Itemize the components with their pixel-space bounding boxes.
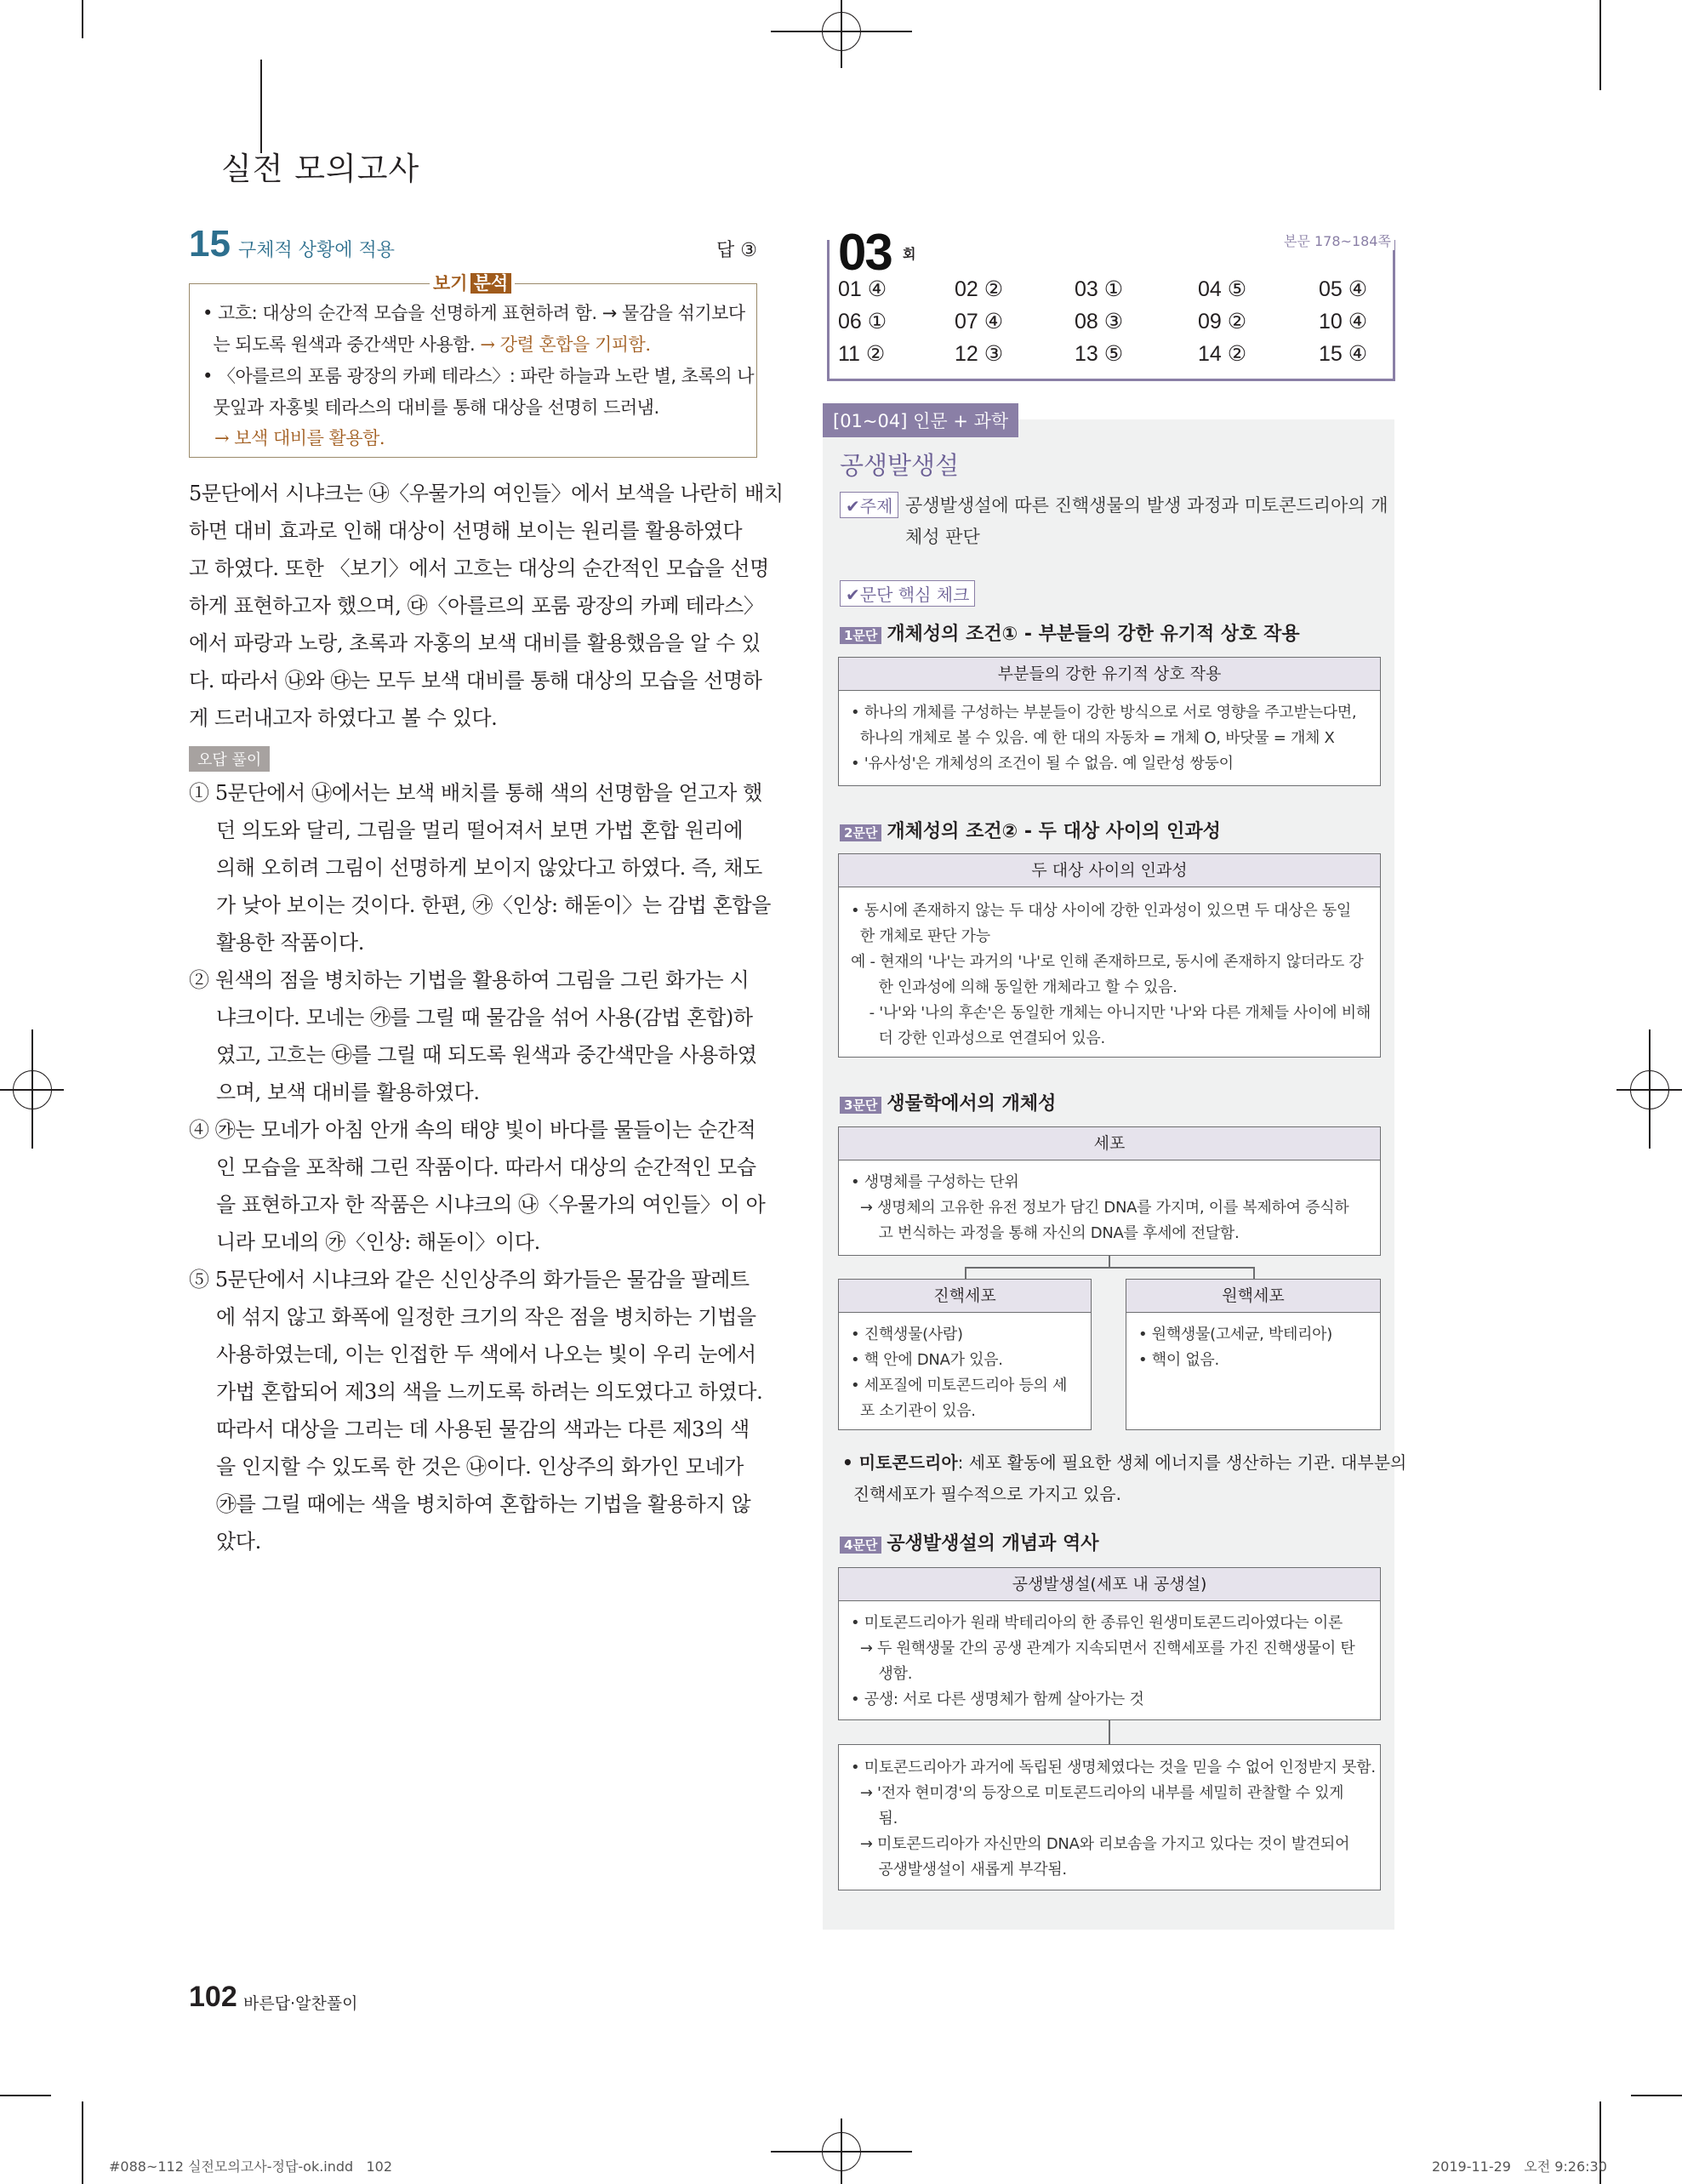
info-box-title: 진핵세포 [839, 1280, 1091, 1313]
paragraph-badge: 4문단 [840, 1537, 881, 1554]
info-box [838, 853, 1381, 1058]
info-box-line: • '유사성'은 개체성의 조건이 될 수 없음. 예 일란성 쌍둥이 [851, 755, 1234, 773]
file-slug: #088~112 실전모의고사-정답-ok.indd 102 [109, 2158, 393, 2175]
answer-cell: 01 ④ [838, 277, 887, 301]
option-line: 았다. [216, 1530, 261, 1554]
info-box-line: • 미토콘드리아가 과거에 독립된 생명체였다는 것을 믿을 수 없어 인정받지 못함. [851, 1759, 1376, 1776]
info-box-line: 한 인과성에 의해 동일한 개체라고 할 수 있음. [851, 978, 1177, 996]
registration-mark-icon [822, 2132, 861, 2171]
answer-paragraph-line: 하면 대비 효과로 인해 대상이 선명해 보이는 원리를 활용하였다 [189, 519, 743, 543]
footer-title: 바른답·알찬풀이 [243, 1994, 358, 2013]
info-box-line: • 미토콘드리아가 원래 박테리아의 한 종류인 원생미토콘드리아였다는 이론 [851, 1614, 1343, 1632]
question-number: 15 [189, 223, 231, 265]
info-box [1126, 1279, 1381, 1430]
answer-cell: 09 ② [1198, 310, 1247, 334]
info-box-line: → '전자 현미경'의 등장으로 미토콘드리아의 내부를 세밀히 관찰할 수 있게 [851, 1784, 1344, 1802]
info-box-line: • 진핵생물(사람) [851, 1326, 963, 1343]
crop-mark [1599, 0, 1601, 90]
tree-connector [965, 1267, 966, 1279]
info-box-line: • 핵 안에 DNA가 있음. [851, 1351, 1003, 1369]
paragraph-heading: 2문단 개체성의 조건② - 두 대상 사이의 인과성 [840, 817, 1221, 843]
info-box-line: • 생명체를 구성하는 단위 [851, 1173, 1019, 1191]
section-tab: [01~04] 인문 + 과학 [823, 403, 1018, 437]
info-box-line: • 공생: 서로 다른 생명체가 함께 살아가는 것 [851, 1691, 1144, 1708]
round-number: 03 [838, 224, 892, 281]
info-box [838, 1126, 1381, 1256]
info-box-line: 예 - 현재의 '나'는 과거의 '나'로 인해 존재하므로, 동시에 존재하지 않더라도 강 [851, 953, 1364, 971]
answer-cell: 05 ④ [1319, 277, 1368, 301]
option-line: 니라 모네의 ㉮〈인상: 해돋이〉이다. [216, 1230, 540, 1254]
option-line: 인 모습을 포착해 그린 작품이다. 따라서 대상의 순간적인 모습 [216, 1155, 756, 1179]
paragraph-badge: 2문단 [840, 824, 881, 841]
crop-mark [1631, 2095, 1682, 2096]
option-line: 에 섞지 않고 화폭에 일정한 크기의 작은 점을 병치하는 기법을 [216, 1305, 756, 1329]
answer-cell: 04 ⑤ [1198, 277, 1247, 301]
registration-mark-icon [1630, 1070, 1669, 1109]
check-tag: ✔문단 핵심 체크 [840, 580, 975, 607]
answer-paragraph-line: 에서 파랑과 노랑, 초록과 자홍의 보색 대비를 활용했음을 알 수 있 [189, 631, 761, 655]
answer-cell: 02 ② [955, 277, 1004, 301]
registration-mark-icon [822, 12, 861, 51]
info-box-title: 원핵세포 [1126, 1280, 1380, 1313]
option-line: ① 5문단에서 ㉯에서는 보색 배치를 통해 색의 선명함을 얻고자 했 [189, 781, 762, 805]
bogi-note: → 강렬 혼합을 기피함. [475, 334, 651, 355]
info-box-line: 공생발생설이 새롭게 부각됨. [851, 1861, 1067, 1879]
answer-paragraph-line: 다. 따라서 ㉯와 ㉰는 모두 보색 대비를 통해 대상의 모습을 선명하 [189, 669, 762, 693]
info-box-line: 됨. [851, 1810, 898, 1828]
answer-cell: 15 ④ [1319, 342, 1368, 366]
paragraph-heading: 3문단 생물학에서의 개체성 [840, 1089, 1056, 1115]
crop-mark [82, 2101, 83, 2184]
bogi-tag: 분석 [470, 273, 512, 294]
answer-cell: 12 ③ [955, 342, 1004, 366]
answer-paragraph-line: 고 하였다. 또한 〈보기〉에서 고흐는 대상의 순간적인 모습을 선명 [189, 556, 769, 580]
option-line: 던 의도와 달리, 그림을 멀리 떨어져서 보면 가법 혼합 원리에 [216, 818, 744, 842]
info-box-line: • 원핵생물(고세균, 박테리아) [1138, 1326, 1332, 1343]
wrong-answer-label: 오답 풀이 [189, 746, 270, 772]
answer-cell: 10 ④ [1319, 310, 1368, 334]
option-line: ㉮를 그릴 때에는 색을 병치하여 혼합하는 기법을 활용하지 않 [216, 1492, 751, 1516]
tree-connector [965, 1267, 1254, 1269]
page-range: 본문 178~184쪽 [1280, 231, 1394, 250]
info-box-line: • 하나의 개체를 구성하는 부분들이 강한 방식으로 서로 영향을 주고받는다면, [851, 704, 1357, 721]
answer-paragraph-line: 게 드러내고자 하였다고 볼 수 있다. [189, 706, 498, 730]
option-line: 으며, 보색 대비를 활용하였다. [216, 1081, 480, 1104]
option-line: 활용한 작품이다. [216, 931, 364, 955]
option-line: 을 인지할 수 있도록 한 것은 ㉯이다. 인상주의 화가인 모네가 [216, 1455, 744, 1479]
info-box-line: - '나'와 '나의 후손'은 동일한 개체는 아니지만 '나'와 다른 개체들 사이에 비해 [851, 1004, 1371, 1022]
paragraph-heading: 1문단 개체성의 조건① - 부분들의 강한 유기적 상호 작용 [840, 619, 1300, 646]
answer-cell: 08 ③ [1075, 310, 1124, 334]
option-line: 사용하였는데, 이는 인접한 두 색에서 나오는 빛이 우리 눈에서 [216, 1343, 756, 1366]
info-box-line: • 세포질에 미토콘드리아 등의 세 [851, 1377, 1068, 1394]
round-suffix: 회 [903, 246, 916, 262]
paragraph-badge: 1문단 [840, 627, 881, 644]
answer-cell: 11 ② [838, 342, 886, 366]
info-box-title: 공생발생설(세포 내 공생설) [839, 1568, 1380, 1601]
info-box-line: 고 번식하는 과정을 통해 자신의 DNA를 후세에 전달함. [851, 1224, 1240, 1242]
answer-cell: 03 ① [1075, 277, 1124, 301]
option-line: ② 원색의 점을 병치하는 기법을 활용하여 그림을 그린 화가는 시 [189, 968, 750, 992]
tree-connector [1109, 1256, 1110, 1268]
answer-paragraph-line: 하게 표현하고자 했으며, ㉰〈아를르의 포룸 광장의 카페 테라스〉 [189, 594, 764, 618]
passage-title: 공생발생설 [840, 451, 960, 480]
tree-connector [1109, 1720, 1110, 1744]
info-box [838, 1744, 1381, 1890]
option-line: 의해 오히려 그림이 선명하게 보이지 않았다고 하였다. 즉, 채도 [216, 856, 762, 880]
info-box-line: • 핵이 없음. [1138, 1351, 1219, 1369]
bogi-line: • 〈아를르의 포룸 광장의 카페 테라스〉: 파란 하늘과 노란 별, 초록의 나 [202, 366, 754, 386]
option-line: ⑤ 5문단에서 시냐크와 같은 신인상주의 화가들은 물감을 팔레트 [189, 1268, 750, 1292]
info-box-line: 더 강한 인과성으로 연결되어 있음. [851, 1029, 1105, 1047]
bogi-note: → 보색 대비를 활용함. [214, 428, 385, 448]
option-line: 가법 혼합되어 제3의 색을 느끼도록 하려는 의도였다고 하였다. [216, 1380, 763, 1404]
answer-cell: 13 ⑤ [1075, 342, 1124, 366]
info-box-title: 두 대상 사이의 인과성 [839, 854, 1380, 887]
info-box-line: 하나의 개체로 볼 수 있음. 예 한 대의 자동차 = 개체 O, 바닷물 = 개체 X [851, 729, 1335, 747]
info-box-line: 생함. [851, 1665, 913, 1683]
option-line: 냐크이다. 모네는 ㉮를 그릴 때 물감을 섞어 사용(감법 혼합)하 [216, 1006, 753, 1029]
mitochondria-note: • 미토콘드리아: 세포 활동에 필요한 생체 에너지를 생산하는 기관. 대부분의 [842, 1452, 1407, 1473]
option-line: 가 낮아 보이는 것이다. 한편, ㉮〈인상: 해돋이〉는 감법 혼합을 [216, 893, 772, 917]
topic-line: 공생발생설에 따른 진핵생물의 발생 과정과 미토콘드리아의 개 [905, 495, 1388, 516]
info-box-line: → 두 원핵생물 간의 공생 관계가 지속되면서 진핵세포를 가진 진핵생물이 탄 [851, 1639, 1355, 1657]
paragraph-badge: 3문단 [840, 1097, 881, 1114]
info-box-line: → 생명체의 고유한 유전 정보가 담긴 DNA를 가지며, 이를 복제하여 증식하 [851, 1199, 1349, 1217]
topic-line: 체성 판단 [905, 527, 980, 547]
crop-mark [82, 0, 83, 38]
bogi-title: 보기 분석 [430, 270, 515, 295]
bogi-line: 뭇잎과 자홍빛 테라스의 대비를 통해 대상을 선명히 드러냄. [202, 397, 659, 418]
info-box-title: 부분들의 강한 유기적 상호 작용 [839, 658, 1380, 691]
paragraph-heading: 4문단 공생발생설의 개념과 역사 [840, 1529, 1099, 1555]
mitochondria-note: 진핵세포가 필수적으로 가지고 있음. [842, 1484, 1121, 1504]
answer-cell: 06 ① [838, 310, 887, 334]
option-line: ④ ㉮는 모네가 아침 안개 속의 태양 빛이 바다를 물들이는 순간적 [189, 1118, 756, 1142]
bogi-line: • 고흐: 대상의 순간적 모습을 선명하게 표현하려 함. → 물감을 섞기보다 [202, 303, 745, 323]
option-line: 따라서 대상을 그리는 데 사용된 물감의 색과는 다른 제3의 색 [216, 1417, 750, 1441]
answer-cell: 14 ② [1198, 342, 1247, 366]
topic-tag: ✔주제 [840, 492, 898, 518]
answer-cell: 07 ④ [955, 310, 1004, 334]
registration-mark-icon [13, 1070, 52, 1109]
info-box [838, 1279, 1092, 1430]
answer-paragraph-line: 5문단에서 시냐크는 ㉯〈우물가의 여인들〉에서 보색을 나란히 배치 [189, 482, 784, 505]
info-box [838, 1567, 1381, 1720]
option-line: 을 표현하고자 한 작품은 시냐크의 ㉯〈우물가의 여인들〉이 아 [216, 1193, 766, 1217]
info-box-line: 한 개체로 판단 가능 [851, 927, 990, 945]
option-line: 였고, 고흐는 ㉰를 그릴 때 되도록 원색과 중간색만을 사용하였 [216, 1043, 757, 1067]
crop-mark [260, 60, 262, 153]
info-box-line: • 동시에 존재하지 않는 두 대상 사이에 강한 인과성이 있으면 두 대상은 동일 [851, 902, 1352, 920]
question-type: 구체적 상황에 적용 [238, 240, 396, 261]
bogi-line: 는 되도록 원색과 중간색만 사용함. → 강렬 혼합을 기피함. [202, 334, 651, 355]
info-box [838, 657, 1381, 786]
question-answer: 답 ③ [716, 240, 757, 261]
print-timestamp: 2019-11-29 오전 9:26:30 [1432, 2158, 1607, 2175]
info-box-line: → 미토콘드리아가 자신만의 DNA와 리보솜을 가지고 있다는 것이 발견되어 [851, 1835, 1350, 1853]
page-heading: 실전 모의고사 [221, 151, 420, 187]
crop-mark [0, 2095, 51, 2096]
info-box-line: 포 소기관이 있음. [851, 1402, 976, 1420]
info-box-title: 세포 [839, 1127, 1380, 1160]
page-number: 102 [189, 1981, 237, 2013]
tree-connector [1253, 1267, 1255, 1279]
